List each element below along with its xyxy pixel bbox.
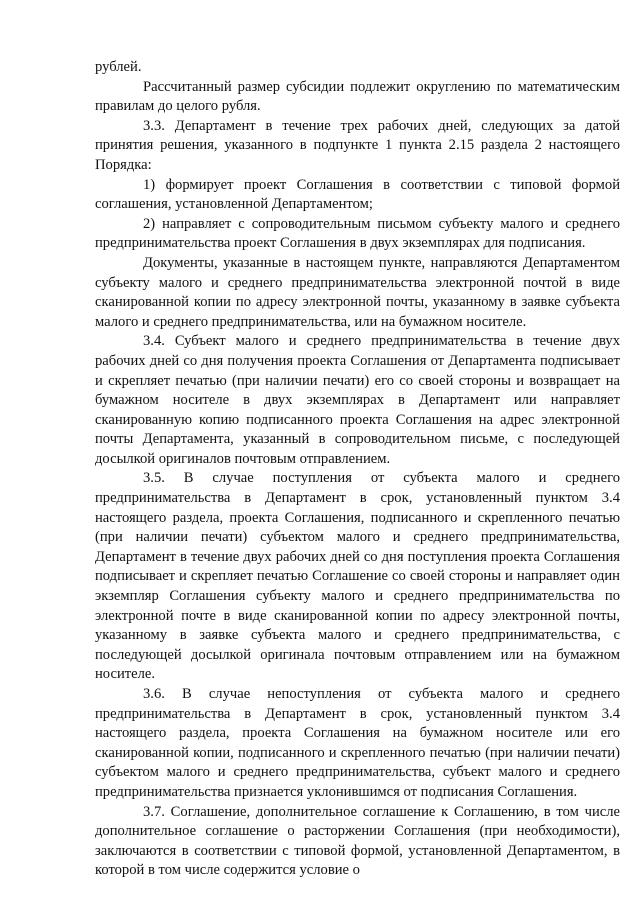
paragraph-rounding: Рассчитанный размер субсидии подлежит округлению по математическим правилам до целого рубля. [95, 78, 620, 115]
paragraph-3-3-item-1: 1) формирует проект Соглашения в соответствии с типовой формой соглашения, установленной Департаментом; [95, 176, 620, 213]
paragraph-continuation: рублей. [95, 59, 142, 75]
paragraph-3-3-item-2: 2) направляет с сопроводительным письмом субъекту малого и среднего предпринимательства проект Соглашения в двух экземплярах для подписания. [95, 215, 620, 252]
paragraph-3-7: 3.7. Соглашение, дополнительное соглашение к Соглашению, в том числе дополнительное соглашение о расторжении Соглашения (при необходимости), заключаются в соответствии с типовой формой, установленной Департаментом, в которой в том числе содержится условие о [95, 803, 620, 879]
paragraph-3-6: 3.6. В случае непоступления от субъекта малого и среднего предпринимательства в Департамент в срок, установленный пунктом 3.4 настоящего раздела, проекта Соглашения на бумажном носителе или его сканированной копии, подписанного и скрепленного печатью (при наличии печати) субъектом малого и среднего предпринимательства, субъект малого и среднего предпринимательства признается уклонившимся от подписания Соглашения. [95, 686, 620, 800]
paragraph-documents: Документы, указанные в настоящем пункте, направляются Департаментом субъекту малого и среднего предпринимательства электронной почтой в виде сканированной копии по адресу электронной почты, указанному в заявке субъекта малого и среднего предпринимательства, или на бумажном носителе. [95, 254, 620, 330]
paragraph-3-4: 3.4. Субъект малого и среднего предпринимательства в течение двух рабочих дней со дня получения проекта Соглашения от Департамента подписывает и скрепляет печатью (при наличии печати) его со своей стороны и возвращает на бумажном носителе в двух экземплярах в Департамент или направляет сканированную копию подписанного проекта Соглашения на адрес электронной почты Департамента, указанный в сопроводительном письме, с последующей досылкой оригиналов почтовым отправлением. [95, 333, 620, 467]
paragraph-3-3: 3.3. Департамент в течение трех рабочих дней, следующих за датой принятия решения, указанного в подпункте 1 пункта 2.15 раздела 2 настоящего Порядка: [95, 117, 620, 173]
paragraph-3-5: 3.5. В случае поступления от субъекта малого и среднего предпринимательства в Департамент в срок, установленный пунктом 3.4 настоящего раздела, проекта Соглашения, подписанного и скрепленного печатью (при наличии печати) субъектом малого и среднего предпринимательства, Департамент в течение двух рабочих дней со дня поступления проекта Соглашения подписывает и скрепляет печатью Соглашение со своей стороны и направляет один экземпляр Соглашения субъекту малого и среднего предпринимательства по электронной почте в виде сканированной копии по адресу электронной почты, указанному в заявке субъекта малого и среднего предпринимательства, с последующей досылкой оригинала почтовым отправлением или на бумажном носителе. [95, 470, 620, 683]
document-body [95, 58, 620, 881]
